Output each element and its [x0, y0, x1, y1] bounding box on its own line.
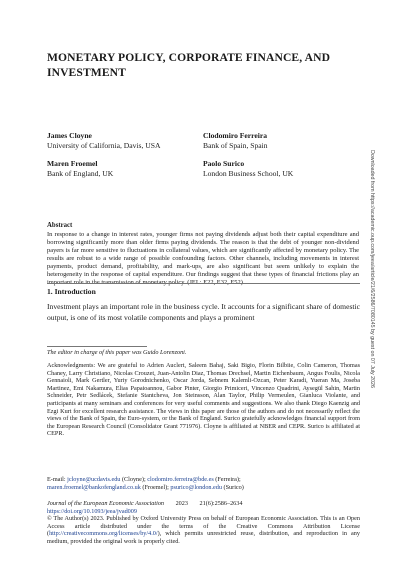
license-link[interactable]: http://creativecommons.org/licenses/by/4.0/: [49, 530, 158, 538]
paper-title: MONETARY POLICY, CORPORATE FINANCE, AND INVESTMENT: [47, 51, 331, 79]
copyright-text: ), which permits unrestricted reuse, distribution, and reproduction in any medium, provided the original work is properly cited.: [47, 530, 360, 545]
email-owner: (Surico): [222, 483, 244, 491]
journal-name: Journal of the European Economic Association: [47, 500, 165, 507]
editor-note: The editor in charge of this paper was Guido Lorenzoni.: [47, 349, 187, 356]
copyright-notice: [47, 515, 360, 545]
email-link[interactable]: jcloyne@ucdavis.edu: [67, 476, 121, 483]
author-affiliation: Bank of England, UK: [47, 169, 114, 178]
divider: [47, 283, 360, 284]
author-name: Clodomiro Ferreira: [203, 131, 268, 140]
author-block: [47, 131, 160, 151]
email-prefix: E-mail:: [47, 476, 68, 483]
author-name: Paolo Surico: [203, 159, 245, 168]
acknowledgments: Acknowledgments: We are grateful to Adrien Auclert, Saleem Bahaj, Saki Bigio, Florin Bilbiie, Colin Cameron, Thomas Chaney, Larry Christiano, Nicolas Crouzet, Juan-Antolin Diaz, Thomas Drechsel, Martin Eichenbaum, Angus Foulis, Nicola Gennaioli, Mark Gertler, Yuriy Gorodnichenko, Oscar Jorda, Sebnem Kalemli-Ozcan, Peter Karadi, Yueran Ma, Joseba Martinez, Emi Nakamura, Elias Papaioannou, Gabor Pinter, Giorgio Primiceri, Vincenzo Quadrini, Aysegül Sahin, Martin Schneider, Petr Sedlácek, Stefanie Stantcheva, Jon Steinsson, Alan Taylor, Philip Vermeulen, Gianluca Violante, and participants at many seminars and conferences for very useful comments and suggestions. We also thank Diego Kaenzig and Ezgi Kurt for excellent research assistance. The views in this paper are those of the authors and do not necessarily reflect the views of the Bank of Spain, the Euro-system, or the Bank of England. Surico gratefully acknowledges financial support from the European Research Council (Consolidator Grant 771976). Cloyne is affiliated at NBER and CEPR. Surico is affiliated at CEPR.: [47, 362, 360, 438]
copyright-text: © The Author(s) 2023. Published by Oxford University Press on behalf of European Economic Association. This is an Open Access article distributed under the terms of the Creative Commons Attribution License (: [47, 515, 360, 538]
author-block: [203, 159, 293, 179]
author-affiliation: London Business School, UK: [203, 169, 294, 178]
journal-year: 2023: [175, 500, 188, 507]
email-owner: (Ferreira);: [213, 476, 241, 483]
journal-info: [47, 500, 360, 515]
author-affiliation: Bank of Spain, Spain: [203, 141, 268, 150]
intro-paragraph: Investment plays an important role in the business cycle. It accounts for a significant share of domestic output, is one of its most volatile components and plays a prominent: [47, 302, 360, 322]
author-affiliation: University of California, Davis, USA: [47, 141, 161, 150]
download-watermark: Downloaded from https://academic.oup.com/jeea/article/21/6/2586/7080145 by guest on 07 July 2026: [369, 150, 375, 388]
author-block: [47, 159, 113, 179]
author-name: Maren Froemel: [47, 159, 98, 168]
abstract-heading: Abstract: [47, 222, 73, 229]
doi-link[interactable]: https://doi.org/10.1093/jeea/jvad009: [47, 507, 137, 515]
journal-volume: 21(6):2586–2634: [199, 500, 243, 507]
author-name: James Cloyne: [47, 131, 92, 140]
section-heading: 1. Introduction: [47, 287, 96, 296]
email-link[interactable]: clodomiro.ferreira@bde.es: [147, 476, 214, 483]
footnote-divider: [47, 346, 147, 347]
abstract: [47, 222, 359, 287]
email-link[interactable]: maren.froemel@bankofengland.co.uk: [47, 483, 141, 491]
author-block: [203, 131, 268, 151]
email-link[interactable]: psurico@london.edu: [170, 483, 222, 491]
abstract-text: In response to a change in interest rates, younger firms not paying dividends adjust both their capital expenditure and borrowing significantly more than older firms paying dividends. The reason is that the debt of younger non-dividend payers is far more sensitive to fluctuations in collateral values, which are significantly affected by monetary policy. The results are robust to a wide range of possible confounding factors. Other channels, including movements in interest payments, product demand, profitability, and mark-ups, are also significant but seem unlikely to explain the heterogeneity in the response of capital expenditure. Our findings suggest that these types of financial frictions play an important role in the transmission of monetary policy. (JEL: E22, E32, E52): [47, 230, 359, 287]
author-emails: [47, 476, 360, 491]
email-owner: (Cloyne);: [120, 476, 148, 483]
email-owner: (Froemel);: [140, 483, 171, 491]
